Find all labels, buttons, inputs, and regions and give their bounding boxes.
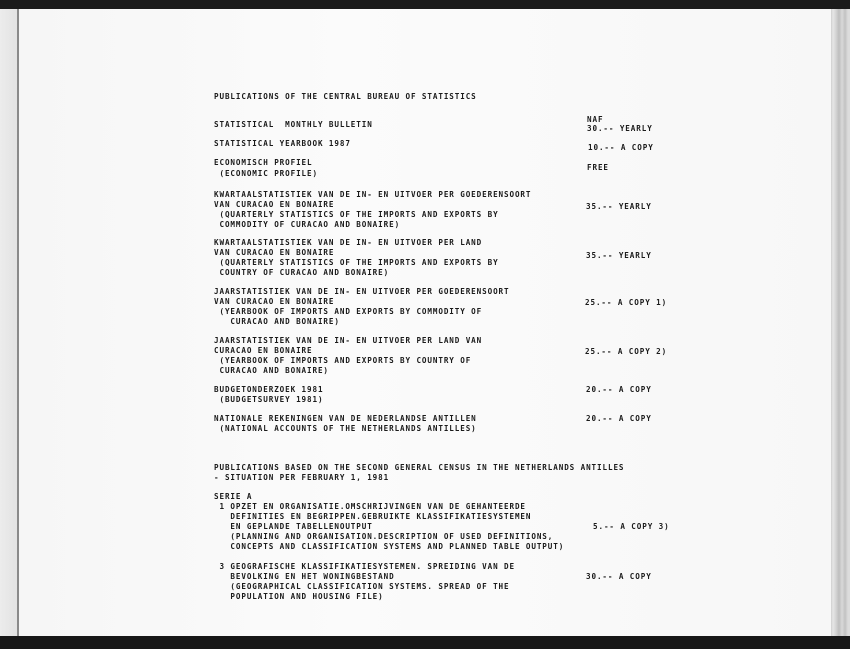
series-price: 5.-- A COPY 3)	[593, 522, 670, 531]
series-line: 3 GEOGRAFISCHE KLASSIFIKATIESYSTEMEN. SPREIDING VAN DE	[214, 562, 515, 571]
currency-label: NAF	[587, 115, 604, 124]
series-line: (PLANNING AND ORGANISATION.DESCRIPTION OF USED DEFINITIONS,	[214, 532, 554, 541]
entry-price: 10.-- A COPY	[588, 143, 654, 152]
entry-line: COMMODITY OF CURACAO AND BONAIRE)	[214, 220, 401, 229]
entry-line: CURACAO AND BONAIRE)	[214, 366, 329, 375]
entry-line: (NATIONAL ACCOUNTS OF THE NETHERLANDS ANTILLES)	[214, 424, 477, 433]
entry-line: VAN CURACAO EN BONAIRE	[214, 200, 335, 209]
series-line: (GEOGRAPHICAL CLASSIFICATION SYSTEMS. SPREAD OF THE	[214, 582, 510, 591]
series-line: 1 OPZET EN ORGANISATIE.OMSCHRIJVINGEN VAN DE GEHANTEERDE	[214, 502, 526, 511]
document-title: PUBLICATIONS OF THE CENTRAL BUREAU OF STATISTICS	[214, 92, 477, 101]
entry-line: (BUDGETSURVEY 1981)	[214, 395, 324, 404]
series-line: CONCEPTS AND CLASSIFICATION SYSTEMS AND PLANNED TABLE OUTPUT)	[214, 542, 565, 551]
entry-line: (QUARTERLY STATISTICS OF THE IMPORTS AND EXPORTS BY	[214, 210, 499, 219]
entry-line: (ECONOMIC PROFILE)	[214, 169, 318, 178]
census-heading: - SITUATION PER FEBRUARY 1, 1981	[214, 473, 390, 482]
entry-price: 35.-- YEARLY	[586, 202, 652, 211]
series-line: POPULATION AND HOUSING FILE)	[214, 592, 384, 601]
entry-line: JAARSTATISTIEK VAN DE IN- EN UITVOER PER GOEDERENSOORT	[214, 287, 510, 296]
entry-price: 20.-- A COPY	[586, 385, 652, 394]
entry-price: 35.-- YEARLY	[586, 251, 652, 260]
series-label: SERIE A	[214, 492, 253, 501]
entry-price: 30.-- YEARLY	[587, 124, 653, 133]
entry-line: COUNTRY OF CURACAO AND BONAIRE)	[214, 268, 390, 277]
entry-line: (QUARTERLY STATISTICS OF THE IMPORTS AND EXPORTS BY	[214, 258, 499, 267]
entry-price: 20.-- A COPY	[586, 414, 652, 423]
entry-line: JAARSTATISTIEK VAN DE IN- EN UITVOER PER LAND VAN	[214, 336, 483, 345]
entry-line: KWARTAALSTATISTIEK VAN DE IN- EN UITVOER PER LAND	[214, 238, 483, 247]
entry-line: KWARTAALSTATISTIEK VAN DE IN- EN UITVOER PER GOEDERENSOORT	[214, 190, 532, 199]
left-page-margin	[0, 9, 18, 637]
series-price: 30.-- A COPY	[586, 572, 652, 581]
scan-border-bottom	[0, 636, 850, 649]
entry-price: 25.-- A COPY 1)	[585, 298, 668, 307]
entry-line: VAN CURACAO EN BONAIRE	[214, 248, 335, 257]
entry-line: (YEARBOOK OF IMPORTS AND EXPORTS BY COMMODITY OF	[214, 307, 483, 316]
entry-line: STATISTICAL YEARBOOK 1987	[214, 139, 351, 148]
entry-line: BUDGETONDERZOEK 1981	[214, 385, 324, 394]
entry-line: CURACAO AND BONAIRE)	[214, 317, 340, 326]
entry-line: CURACAO EN BONAIRE	[214, 346, 313, 355]
series-line: BEVOLKING EN HET WONINGBESTAND	[214, 572, 395, 581]
page-edge-stack	[831, 9, 850, 637]
series-line: EN GEPLANDE TABELLENOUTPUT	[214, 522, 373, 531]
entry-line: STATISTICAL MONTHLY BULLETIN	[214, 120, 373, 129]
entry-price: 25.-- A COPY 2)	[585, 347, 668, 356]
entry-line: ECONOMISCH PROFIEL	[214, 158, 313, 167]
entry-line: (YEARBOOK OF IMPORTS AND EXPORTS BY COUNTRY OF	[214, 356, 472, 365]
census-heading: PUBLICATIONS BASED ON THE SECOND GENERAL CENSUS IN THE NETHERLANDS ANTILLES	[214, 463, 625, 472]
entry-line: VAN CURACAO EN BONAIRE	[214, 297, 335, 306]
series-line: DEFINITIES EN BEGRIPPEN.GEBRUIKTE KLASSIFIKATIESYSTEMEN	[214, 512, 532, 521]
entry-price: FREE	[587, 163, 609, 172]
entry-line: NATIONALE REKENINGEN VAN DE NEDERLANDSE ANTILLEN	[214, 414, 477, 423]
